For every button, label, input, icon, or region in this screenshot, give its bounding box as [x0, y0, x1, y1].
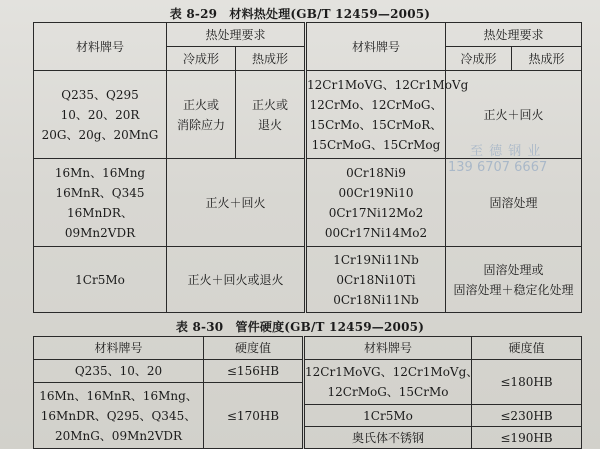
header-material-left: 材料牌号: [34, 337, 204, 360]
header-requirement-right: 热处理要求: [446, 23, 582, 47]
material-line: 15CrMoG、15CrMog: [311, 137, 441, 152]
header-cold-right: 冷成形: [446, 47, 512, 71]
hardness-cell: ≤156HB: [204, 360, 304, 383]
material-line: 12Cr1MoVG、12Cr1MoVg、: [305, 365, 479, 379]
hardness-cell: ≤190HB: [472, 427, 582, 449]
header-material-right: 材料牌号: [306, 23, 446, 71]
material-line: 16Mn、16Mng: [54, 165, 146, 180]
material-line: 1Cr5Mo: [363, 408, 413, 423]
cold-treatment-cell: [167, 71, 236, 159]
material-line: 0Cr18Ni10Ti: [336, 272, 416, 287]
material-line: 20G、20g、20MnG: [41, 127, 159, 142]
material-line: 16MnDR、: [67, 205, 133, 220]
header-material-right: 材料牌号: [304, 337, 472, 360]
material-cell: [34, 383, 204, 449]
material-cell: [306, 247, 446, 313]
treatment-line: 正火或: [252, 97, 289, 112]
material-cell: [306, 159, 446, 247]
material-cell: [34, 247, 167, 313]
watermark-phone: 139 6707 6667: [448, 160, 548, 175]
treatment-line: 退火: [258, 117, 283, 132]
material-line: 0Cr18Ni9: [346, 165, 406, 180]
material-line: 16Mn、16MnR、16Mng、: [39, 388, 198, 403]
treatment-line: 固溶处理: [489, 195, 538, 210]
material-cell: [306, 71, 469, 159]
material-line: 1Cr5Mo: [75, 272, 125, 287]
material-line: 10、20、20R: [60, 107, 140, 122]
material-line: 1Cr19Ni11Nb: [333, 252, 419, 267]
material-line: 15CrMo、15CrMoR、: [309, 117, 443, 132]
treatment-line: 消除应力: [176, 117, 225, 132]
watermark-company: 至 德 钢 业: [470, 144, 542, 159]
hardness-table: [33, 336, 582, 449]
material-cell: [34, 360, 204, 383]
material-line: 09Mn2VDR: [64, 225, 136, 240]
treatment-line: 固溶处理＋稳定化处理: [453, 282, 574, 297]
material-line: 奥氏体不锈钢: [351, 430, 424, 445]
treatment-line: 正火＋回火: [205, 195, 266, 210]
treatment-cell: [167, 159, 306, 247]
treatment-cell: [446, 247, 582, 313]
treatment-line: 正火或: [182, 97, 219, 112]
material-line: 20MnG、09Mn2VDR: [54, 428, 183, 443]
material-cell: [34, 71, 167, 159]
material-line: 16MnDR、Q295、Q345、: [40, 408, 197, 423]
treatment-line: 正火＋回火或退火: [187, 272, 284, 287]
material-line: 00Cr19Ni10: [338, 185, 414, 200]
material-cell: [34, 159, 167, 247]
treatment-line: 固溶处理或: [483, 262, 544, 277]
header-material-left: 材料牌号: [34, 23, 167, 71]
material-cell: [304, 405, 472, 427]
header-hardness-left: 硬度值: [204, 337, 304, 360]
material-line: 12CrMo、12CrMoG、: [309, 97, 443, 112]
header-hardness-right: 硬度值: [472, 337, 582, 360]
treatment-cell: [167, 247, 306, 313]
material-line: 16MnR、Q345: [55, 185, 145, 200]
material-line: 12Cr1MoVG、12Cr1MoVg: [307, 77, 469, 92]
hardness-cell: ≤230HB: [472, 405, 582, 427]
hardness-cell: ≤170HB: [204, 383, 304, 449]
material-line: 0Cr18Ni11Nb: [333, 292, 419, 307]
material-cell: [304, 427, 472, 449]
material-line: 12CrMoG、15CrMo: [327, 385, 449, 399]
header-hot-left: 热成形: [236, 47, 306, 71]
material-line: 00Cr17Ni14Mo2: [324, 225, 428, 240]
header-cold-left: 冷成形: [167, 47, 236, 71]
table-8-30-caption: 表 8-30 管件硬度(GB/T 12459—2005): [175, 320, 425, 334]
material-line: Q235、10、20: [74, 364, 163, 378]
material-line: 0Cr17Ni12Mo2: [328, 205, 424, 220]
header-hot-right: 热成形: [512, 47, 582, 71]
hardness-cell: ≤180HB: [472, 360, 582, 405]
hot-treatment-cell: [236, 71, 306, 159]
table-8-29-caption: 表 8-29 材料热处理(GB/T 12459—2005): [169, 7, 431, 21]
treatment-line: 正火＋回火: [483, 107, 544, 122]
material-line: Q235、Q295: [61, 87, 139, 102]
material-cell: [304, 360, 479, 405]
header-requirement-left: 热处理要求: [167, 23, 306, 47]
